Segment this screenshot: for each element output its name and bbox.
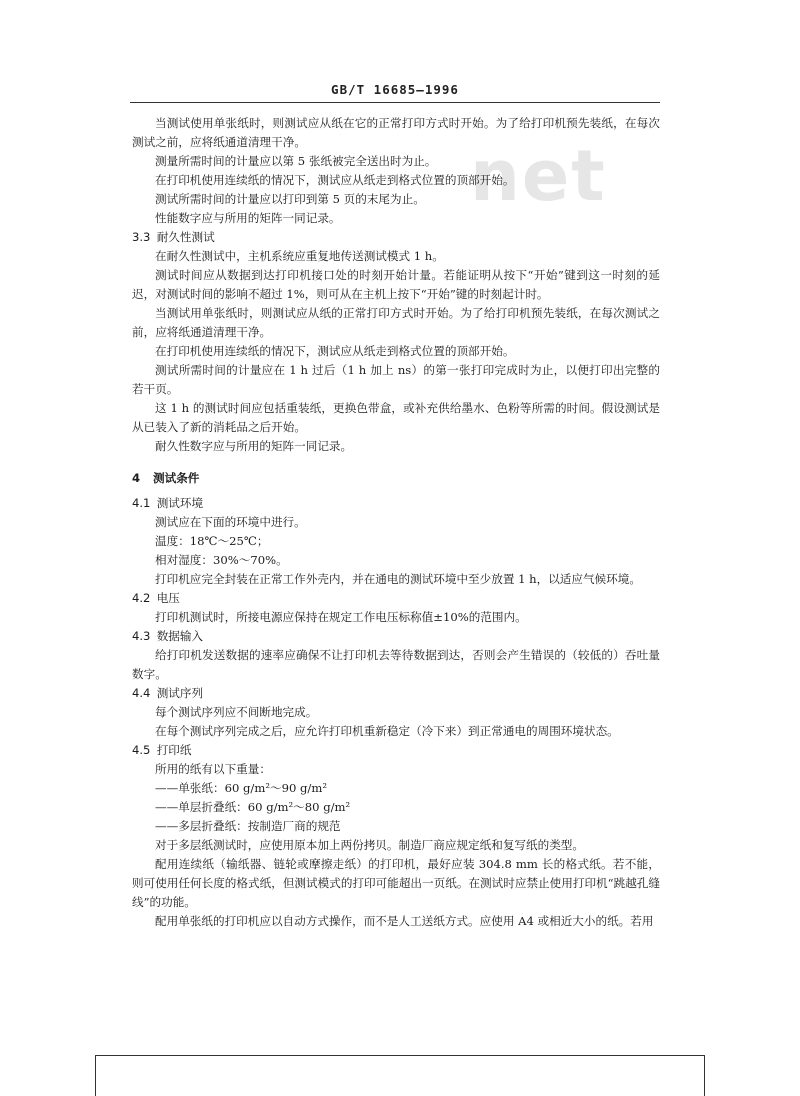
paragraph: 测试所需时间的计量应在 1 h 过后（1 h 加上 ns）的第一张打印完成时为止，以便打印出完整的若干页。: [132, 363, 660, 396]
paragraph: 在打印机使用连续纸的情况下，测试应从纸走到格式位置的顶部开始。: [155, 173, 515, 187]
paragraph: 对于多层纸测试时，应使用原本加上两份拷贝。制造厂商应规定纸和复写纸的类型。: [155, 838, 584, 852]
paragraph: 配用连续纸（输纸器、链轮或摩擦走纸）的打印机，最好应装 304.8 mm 长的格式纸。若不能，则可使用任何长度的格式纸，但测试模式的打印可能超出一页纸。在测试时应禁止使用打印机“跳越孔缝线”的功能。: [132, 857, 660, 909]
standard-header: GB/T 16685—1996: [331, 82, 459, 97]
section-number: 4.5: [132, 743, 151, 757]
section-title: 耐久性测试: [156, 230, 215, 244]
list-item: ——多层折叠纸：按制造厂商的规范: [155, 819, 341, 833]
section-title: 测试条件: [153, 471, 200, 485]
paragraph: 测量所需时间的计量应以第 5 张纸被完全送出时为止。: [155, 154, 437, 168]
paragraph: 温度：18℃～25℃；: [155, 534, 269, 548]
watermark: net: [470, 135, 607, 217]
section-title: 数据输入: [156, 629, 204, 643]
paragraph: 当测试使用单张纸时，则测试应从纸在它的正常打印方式时开始。为了给打印机预先装纸，在每次测试之前，应将纸通道清理干净。: [132, 116, 660, 149]
section-heading-4-5: [132, 741, 660, 760]
paragraph: 所用的纸有以下重量：: [155, 762, 271, 776]
page-bottom-frame: [95, 1055, 705, 1096]
section-number: 4.2: [132, 591, 151, 605]
paragraph: 这 1 h 的测试时间应包括重装纸，更换色带盒，或补充供给墨水、色粉等所需的时间。假设测试是从已装入了新的消耗品之后开始。: [132, 401, 660, 434]
paragraph: 在每个测试序列完成之后，应允许打印机重新稳定（冷下来）到正常通电的周围环境状态。: [155, 724, 619, 738]
paragraph: 每个测试序列应不间断地完成。: [155, 705, 318, 719]
section-heading-4-2: [132, 589, 660, 608]
paragraph: 配用单张纸的打印机应以自动方式操作，而不是人工送纸方式。应使用 A4 或相近大小的纸。若用: [155, 914, 654, 928]
section-number: 4.3: [132, 629, 151, 643]
paragraph: 耐久性数字应与所用的矩阵一同记录。: [155, 439, 353, 453]
section-title: 打印纸: [156, 743, 192, 757]
paragraph: 打印机应完全封装在正常工作外壳内，并在通电的测试环境中至少放置 1 h，以适应气候环境。: [155, 572, 641, 586]
section-heading-4-4: [132, 684, 660, 703]
list-item: ——单张纸：60 g/m²～90 g/m²: [155, 781, 327, 795]
section-title: 测试环境: [156, 496, 204, 510]
section-heading-4: [132, 469, 660, 488]
section-number: 4.1: [132, 496, 151, 510]
section-title: 电压: [156, 591, 180, 605]
paragraph: 当测试用单张纸时，则测试应从纸的正常打印方式时开始。为了给打印机预先装纸，在每次测试之前，应将纸通道清理干净。: [132, 306, 660, 339]
paragraph: 在耐久性测试中，主机系统应重复地传送测试模式 1 h。: [155, 249, 444, 263]
paragraph: 给打印机发送数据的速率应确保不让打印机去等待数据到达，否则会产生错误的（较低的）吞吐量数字。: [132, 648, 660, 681]
paragraph: 测试所需时间的计量应以打印到第 5 页的末尾为止。: [155, 192, 425, 206]
section-heading-4-3: [132, 627, 660, 646]
paragraph: 性能数字应与所用的矩阵一同记录。: [155, 211, 341, 225]
paragraph: 打印机测试时，所接电源应保持在规定工作电压标称值±10%的范围内。: [155, 610, 527, 624]
paragraph: 在打印机使用连续纸的情况下，测试应从纸走到格式位置的顶部开始。: [155, 344, 515, 358]
section-number: 4.4: [132, 686, 151, 700]
header-rule: [130, 102, 660, 103]
list-item: ——单层折叠纸：60 g/m²～80 g/m²: [155, 800, 351, 814]
paragraph: 测试应在下面的环境中进行。: [155, 515, 306, 529]
section-heading-3-3: [132, 228, 660, 247]
section-number: 3.3: [132, 230, 151, 244]
section-number: 4: [132, 471, 141, 485]
paragraph: 测试时间应从数据到达打印机接口处的时刻开始计量。若能证明从按下“开始”键到这一时刻的延迟，对测试时间的影响不超过 1%，则可从在主机上按下“开始”键的时刻起计时。: [132, 268, 660, 301]
section-heading-4-1: [132, 494, 660, 513]
section-title: 测试序列: [156, 686, 204, 700]
document-body: [132, 114, 660, 931]
paragraph: 相对湿度：30%～70%。: [155, 553, 288, 567]
